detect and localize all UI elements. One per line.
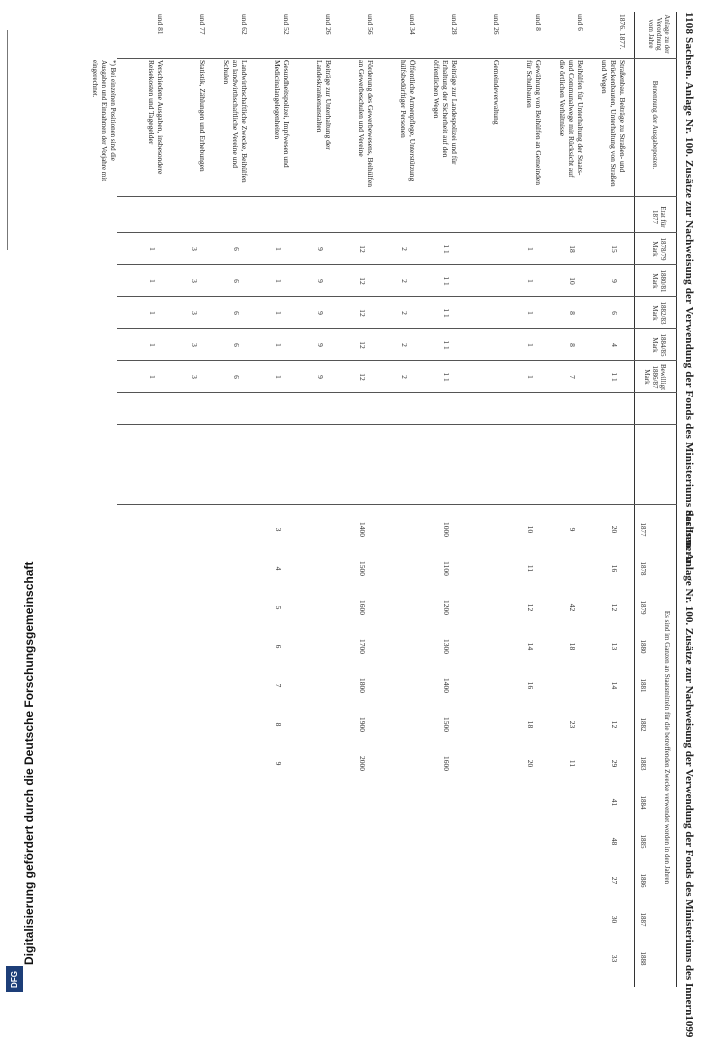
amount-cell: 9 [316, 247, 325, 251]
row-year: und 34 [408, 14, 417, 35]
year-cell: 30 [610, 915, 619, 924]
row-year: und 81 [156, 14, 165, 35]
year-col-head: 1887 [639, 912, 647, 927]
amount-cell: 6 [232, 343, 241, 347]
amount-cell: 3 [190, 247, 199, 251]
year-col-head: 1880 [639, 639, 647, 654]
amount-cell: 1 [148, 311, 157, 315]
row-description: Beiträge zur Landespolizei und für Erhaltung der Sicherheit auf den öffentlichen Wegen [432, 60, 459, 165]
amount-cell: 12 [358, 277, 367, 285]
year-cell: 5 [274, 605, 283, 610]
year-cell: 8 [274, 722, 283, 727]
column-rule [117, 196, 677, 197]
amount-col-head: Bewilligt 1886/87 Mark [643, 363, 667, 391]
amount-cell: 9 [316, 343, 325, 347]
row-year: und 6 [576, 14, 585, 31]
dfg-logo: DFG [6, 966, 23, 992]
amount-cell: 9 [316, 311, 325, 315]
column-rule [117, 504, 677, 505]
year-col-head: 1885 [639, 834, 647, 849]
column-rule [117, 328, 677, 329]
amount-col-head: 1878/79 Mark [651, 237, 667, 261]
header-rule [634, 12, 635, 987]
year-cell: 14 [526, 642, 535, 651]
row-description: Verschiedene Ausgaben, insbesondere Reisekosten und Tagegelder [147, 60, 165, 175]
year-cell: 11 [526, 564, 535, 573]
row-year: 1876. 1877. [618, 14, 627, 50]
row-description: Landwirthschaftliche Zwecke, Beihülfen an landwirthschaftliche Vereine und Schulen [222, 60, 249, 183]
amount-col-head: 1880/81 Mark [651, 269, 667, 293]
amount-cell: 1 [526, 343, 535, 347]
year-cell: 16 [526, 681, 535, 690]
row-year: und 26 [492, 14, 501, 35]
year-cell: 7 [274, 683, 283, 688]
year-cell: 1500 [442, 717, 451, 732]
column-rule [117, 232, 677, 233]
column-rule [117, 296, 677, 297]
year-cell: 1000 [442, 522, 451, 537]
amount-cell: 3 [190, 279, 199, 283]
year-cell: 2000 [358, 756, 367, 771]
amount-cell: 18 [568, 245, 577, 253]
amount-cell: 1 [274, 311, 283, 315]
amount-cell: 1 [148, 375, 157, 379]
amount-cell: 1 1 [442, 244, 451, 254]
amount-cell: 9 [316, 375, 325, 379]
column-rule [117, 424, 677, 425]
row-description: Beihülfen für Unterhaltung der Staats- und Communalwege mit Rücksicht auf die örtlichen Verhältnisse [558, 60, 585, 178]
amount-cell: 1 [148, 279, 157, 283]
amount-cell: 9 [316, 279, 325, 283]
amount-cell: 2 [400, 311, 409, 315]
amount-cell: 8 [568, 311, 577, 315]
amount-cell: 2 [400, 279, 409, 283]
amount-cell: 12 [358, 341, 367, 349]
year-cell: 29 [610, 759, 619, 768]
year-cell: 1500 [358, 561, 367, 576]
year-cell: 16 [610, 564, 619, 573]
amount-cell: 1 1 [442, 340, 451, 350]
amount-cell: 2 [400, 247, 409, 251]
row-year: und 56 [366, 14, 375, 35]
year-cell: 1300 [442, 639, 451, 654]
page-number: 1099 [683, 1015, 695, 1037]
year-col-head: 1886 [639, 873, 647, 888]
year-cell: 18 [568, 642, 577, 651]
amount-cell: 1 [148, 247, 157, 251]
page-header-title: Sachsen. Anlage Nr. 100. Zusätze zur Nachweisung der Verwendung der Fonds des Ministeriums des Innern [683, 510, 695, 1016]
amount-cell: 10 [568, 277, 577, 285]
amount-cell: 6 [232, 279, 241, 283]
amount-cell: 15 [610, 245, 619, 253]
amount-cell: 6 [232, 247, 241, 251]
amount-cell: 2 [400, 343, 409, 347]
amount-cell: 1 [526, 311, 535, 315]
row-description: Gemeindeverwaltung [492, 60, 501, 125]
amount-cell: 3 [190, 343, 199, 347]
year-cell: 1600 [442, 756, 451, 771]
amount-cell: 12 [358, 373, 367, 381]
row-description: Beiträge zur Unterhaltung der Landeskrankenanstalten [315, 60, 333, 150]
year-cell: 12 [610, 720, 619, 729]
amount-cell: 12 [358, 245, 367, 253]
row-description: Straßenbau. Beiträge zu Straßen- und Brückenbauten, Unterhaltung von Straßen und Wegen [600, 60, 627, 187]
year-cell: 42 [568, 603, 577, 612]
amount-cell: 2 [400, 375, 409, 379]
column-rule [117, 360, 677, 361]
amount-cell: 3 [190, 375, 199, 379]
amount-col-head: 1882/83 Mark [651, 301, 667, 325]
year-cell: 1700 [358, 639, 367, 654]
year-cell: 1600 [358, 600, 367, 615]
year-cell: 9 [274, 761, 283, 766]
row-description: Statistik, Zählungen und Erhebungen [198, 60, 207, 172]
footnote: *) Bei einzelnen Positionen sind die Ausgaben und Einnahmen der Vorjahre mit eingerechnet. [91, 60, 117, 182]
amount-cell: 7 [568, 375, 577, 379]
amount-cell: 1 [526, 247, 535, 251]
amount-cell: 1 [274, 343, 283, 347]
year-cell: 6 [274, 644, 283, 649]
top-rule [676, 12, 677, 987]
year-cell: 1400 [358, 522, 367, 537]
amount-cell: 3 [190, 311, 199, 315]
amount-cell: 1 1 [442, 276, 451, 286]
year-cell: 12 [526, 603, 535, 612]
year-cell: 1800 [358, 678, 367, 693]
year-cell: 33 [610, 954, 619, 963]
year-cell: 27 [610, 876, 619, 885]
amount-cell: 6 [232, 375, 241, 379]
year-cell: 48 [610, 837, 619, 846]
amount-cell: 1 [274, 375, 283, 379]
year-cell: 18 [526, 720, 535, 729]
row-year: und 62 [240, 14, 249, 35]
row-year: und 8 [534, 14, 543, 31]
row-year: und 28 [450, 14, 459, 35]
amount-cell: 1 [274, 247, 283, 251]
year-col-head: 1881 [639, 678, 647, 693]
amount-cell: 1 [526, 375, 535, 379]
amount-cell: 9 [610, 279, 619, 283]
year-cell: 23 [568, 720, 577, 729]
dfg-credit: Digitalisierung gefördert durch die Deutsche Forschungsgemeinschaft [22, 561, 36, 965]
amount-cell: 6 [232, 311, 241, 315]
column-rule [117, 392, 677, 393]
row-description: Gewährung von Beihülfen an Gemeinden für Schulbauten [525, 60, 543, 185]
amount-cell: 1 1 [610, 372, 619, 382]
amount-cell: 4 [610, 343, 619, 347]
year-cell: 4 [274, 566, 283, 571]
year-cell: 20 [610, 525, 619, 534]
year-cell: 1400 [442, 678, 451, 693]
year-cell: 20 [526, 759, 535, 768]
year-cell: 9 [568, 527, 577, 532]
amount-cell: 1 [274, 279, 283, 283]
year-cell: 3 [274, 527, 283, 532]
year-cell: 13 [610, 642, 619, 651]
year-cell: 12 [610, 603, 619, 612]
row-year: und 26 [324, 14, 333, 35]
year-col-head: 1888 [639, 951, 647, 966]
year-cell: 1900 [358, 717, 367, 732]
year-cell: 10 [526, 525, 535, 534]
amount-cell: 6 [610, 311, 619, 315]
row-year: und 77 [198, 14, 207, 35]
year-cell: 41 [610, 798, 619, 807]
column-rule [117, 58, 677, 59]
row-description: Öffentliche Armenpflege, Unterstützung hülfsbedürftiger Personen [399, 60, 417, 182]
amount-cell: 1 [526, 279, 535, 283]
col-head-desc: Benennung der Ausgabeposten. [651, 80, 659, 170]
row-description: Förderung des Gewerbewesens, Beihülfen an Gewerbeschulen und Vereine [357, 60, 375, 188]
amount-cell: 1 1 [442, 372, 451, 382]
amount-cell: 8 [568, 343, 577, 347]
year-col-head: 1884 [639, 795, 647, 810]
rotated-table [67, 12, 707, 1037]
page-header-right [683, 510, 695, 1037]
row-description: Gesundheitspolizei, Impfwesen und Medicinalangelegenheiten [273, 60, 291, 168]
year-col-head: 1879 [639, 600, 647, 615]
sub-header: Es sind im Ganzen an Staatsmitteln für die betreffenden Zwecke verwendet worden in den Jahren [663, 610, 671, 885]
year-cell: 14 [610, 681, 619, 690]
amount-cell: 1 1 [442, 308, 451, 318]
year-col-head: 1883 [639, 756, 647, 771]
year-cell: 1100 [442, 561, 451, 576]
column-rule [117, 264, 677, 265]
year-col-head: 1877 [639, 522, 647, 537]
margin-line [7, 30, 8, 250]
year-col-head: 1882 [639, 717, 647, 732]
page-header-left: 1108 Sachsen. Anlage Nr. 100. Zusätze zur Nachweisung der Verwendung der Fonds des Ministeriums des Innern [683, 12, 695, 563]
row-year: und 52 [282, 14, 291, 35]
amount-col-head: Etat für 1877 [651, 206, 667, 228]
year-col-head: 1878 [639, 561, 647, 576]
col-head-year: Anlage zu der Verordnung vom Jahre [647, 14, 671, 54]
year-cell: 11 [568, 759, 577, 768]
amount-col-head: 1884/85 Mark [651, 333, 667, 357]
amount-cell: 12 [358, 309, 367, 317]
year-cell: 1200 [442, 600, 451, 615]
amount-cell: 1 [148, 343, 157, 347]
